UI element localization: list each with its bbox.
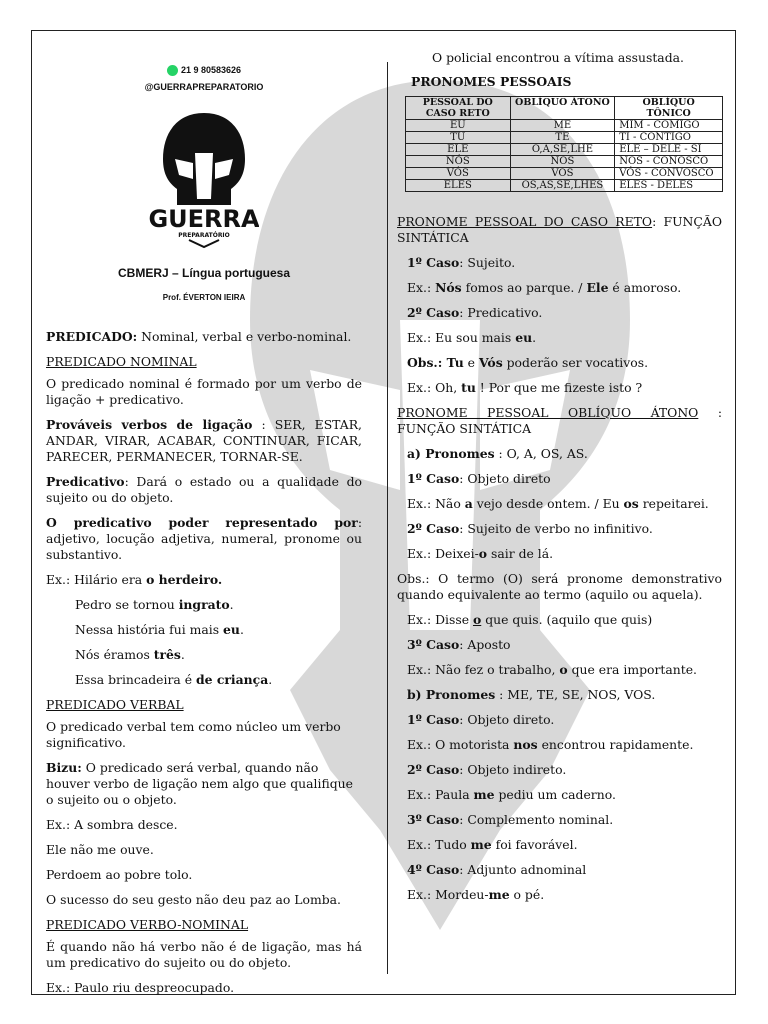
example-line: Ex.: Disse o que quis. (aquilo que quis): [407, 612, 653, 627]
example-line: Ex.: Oh, tu ! Por que me fizeste isto ?: [407, 380, 643, 395]
table-header: OBLÍQUO ÁTONO: [510, 97, 615, 120]
whatsapp-icon: [167, 65, 178, 76]
table-cell: ELE: [406, 144, 511, 156]
predicativo-definition: Predicativo: Dará o estado ou a qualidade do sujeito ou do objeto.: [46, 474, 362, 505]
example-line: Nessa história fui mais eu.: [75, 622, 244, 637]
section-title-atono: PRONOME PESSOAL OBLÍQUO ÁTONO : FUNÇÃO SINTÁTICA: [397, 405, 722, 436]
right-column: [397, 50, 722, 912]
section-title-verbo-nominal: PREDICADO VERBO-NOMINAL: [46, 917, 249, 932]
example-line: Ex.: Paula me pediu um caderno.: [407, 787, 616, 802]
table-header: PESSOAL DO CASO RETO: [406, 97, 511, 120]
example-line: Ex.: Mordeu-me o pé.: [407, 887, 545, 902]
section-title-caso-reto: PRONOME PESSOAL DO CASO RETO: FUNÇÃO SINTÁTICA: [397, 214, 722, 245]
table-cell: ME: [510, 120, 615, 132]
caso-line: 1º Caso: Sujeito.: [407, 255, 516, 270]
caso-line: 1º Caso: Objeto direto.: [407, 712, 555, 727]
table-cell: TU: [406, 132, 511, 144]
table-cell: NÓS: [406, 156, 511, 168]
example-line: O sucesso do seu gesto não deu paz ao Lomba.: [46, 892, 341, 907]
example-line: Nós éramos três.: [75, 647, 185, 662]
example-line: Ex.: A sombra desce.: [46, 817, 178, 832]
example-line: Ex.: Eu sou mais eu.: [407, 330, 537, 345]
pronomes-title: PRONOMES PESSOAIS: [411, 74, 572, 89]
pronomes-table: [405, 96, 723, 192]
table-cell: NOS - CONOSCO: [615, 156, 723, 168]
phone-number: 21 9 80583626: [180, 65, 242, 75]
section-title-verbal: PREDICADO VERBAL: [46, 697, 184, 712]
example-line: Ex.: Tudo me foi favorável.: [407, 837, 578, 852]
example-line: Ex.: Hilário era o herdeiro.: [46, 572, 223, 587]
example-line: Essa brincadeira é de criança.: [75, 672, 273, 687]
verbo-nominal-definition: É quando não há verbo não é de ligação, mas há um predicativo do sujeito ou do objeto.: [46, 939, 362, 970]
example-line: Ex.: Nós fomos ao parque. / Ele é amoroso.: [407, 280, 682, 295]
table-cell: TI - CONTIGO: [615, 132, 723, 144]
table-cell: MIM - COMIGO: [615, 120, 723, 132]
provaveis-verbos: Prováveis verbos de ligação : SER, ESTAR, ANDAR, VIRAR, ACABAR, CONTINUAR, FICAR, PARECER, PERMANECER, TORNAR-SE.: [46, 417, 362, 464]
table-cell: ELES - DELES: [615, 180, 723, 192]
caso-line: 2º Caso: Sujeito de verbo no infinitivo.: [407, 521, 653, 536]
table-cell: ELE – DELE - SI: [615, 144, 723, 156]
instagram-handle: @GUERRAPREPARATORIO: [144, 82, 264, 92]
table-header-row: [406, 97, 723, 120]
header-block: [46, 62, 362, 306]
caso-line: 2º Caso: Objeto indireto.: [407, 762, 567, 777]
course-title: CBMERJ – Língua portuguesa: [117, 266, 290, 280]
verbal-definition: O predicado verbal tem como núcleo um verbo significativo.: [46, 719, 341, 750]
table-row: [406, 144, 723, 156]
obs-line: Obs.: Tu e Vós poderão ser vocativos.: [407, 355, 649, 370]
caso-line: 2º Caso: Predicativo.: [407, 305, 543, 320]
predicativo-representation: O predicativo poder representado por: adjetivo, locução adjetiva, numeral, pronome ou substantivo.: [46, 515, 362, 562]
example-line: Ex.: Não a vejo desde ontem. / Eu os repeitarei.: [407, 496, 709, 511]
obs-line: Obs.: O termo (O) será pronome demonstrativo quando equivalente ao termo (aquilo ou aquela).: [397, 571, 722, 602]
example-line: Perdoem ao pobre tolo.: [46, 867, 193, 882]
table-cell: OS,AS,SE,LHES: [510, 180, 615, 192]
caso-line: 3º Caso: Complemento nominal.: [407, 812, 614, 827]
example-line: Ele não me ouve.: [46, 842, 154, 857]
pronomes-group-b: b) Pronomes : ME, TE, SE, NOS, VOS.: [407, 687, 656, 702]
logo-text: GUERRA: [149, 205, 259, 233]
table-cell: ELES: [406, 180, 511, 192]
example-line: Ex.: Paulo riu despreocupado.: [46, 980, 235, 995]
table-row: [406, 180, 723, 192]
caso-line: 4º Caso: Adjunto adnominal: [407, 862, 587, 877]
table-cell: VÓS - CONVOSCO: [615, 168, 723, 180]
example-line: Ex.: O motorista nos encontrou rapidamente.: [407, 737, 694, 752]
table-cell: O,A,SE,LHE: [510, 144, 615, 156]
logo-subtext: PREPARATÓRIO: [178, 232, 230, 239]
table-cell: NOS: [510, 156, 615, 168]
table-row: [406, 156, 723, 168]
example-line: Ex.: Deixei-o sair de lá.: [407, 546, 554, 561]
table-header: OBLÍQUO TÔNICO: [615, 97, 723, 120]
table-row: [406, 120, 723, 132]
example-line: Ex.: Não fez o trabalho, o que era importante.: [407, 662, 697, 677]
phone-line: [46, 62, 362, 78]
left-column: [46, 50, 362, 1005]
example-line: Pedro se tornou ingrato.: [75, 597, 234, 612]
guerra-logo: [149, 109, 259, 249]
column-divider: [387, 62, 388, 974]
table-cell: TE: [510, 132, 615, 144]
table-row: [406, 132, 723, 144]
caso-line: 3º Caso: Aposto: [407, 637, 511, 652]
section-title-nominal: PREDICADO NOMINAL: [46, 354, 197, 369]
bizu-note: Bizu: O predicado será verbal, quando não houver verbo de ligação nem algo que qualifique o sujeito ou o objeto.: [46, 760, 353, 807]
table-row: [406, 168, 723, 180]
table-cell: VOS: [510, 168, 615, 180]
table-cell: EU: [406, 120, 511, 132]
predicado-intro: PREDICADO: Nominal, verbal e verbo-nominal.: [46, 329, 352, 344]
caso-line: 1º Caso: Objeto direto: [407, 471, 551, 486]
table-cell: VÓS: [406, 168, 511, 180]
example-line: O policial encontrou a vítima assustada.: [432, 50, 684, 65]
nominal-definition: O predicado nominal é formado por um verbo de ligação + predicativo.: [46, 376, 362, 407]
pronomes-group-a: a) Pronomes : O, A, OS, AS.: [407, 446, 588, 461]
professor-name: Prof. ÉVERTON IEIRA: [162, 293, 246, 302]
